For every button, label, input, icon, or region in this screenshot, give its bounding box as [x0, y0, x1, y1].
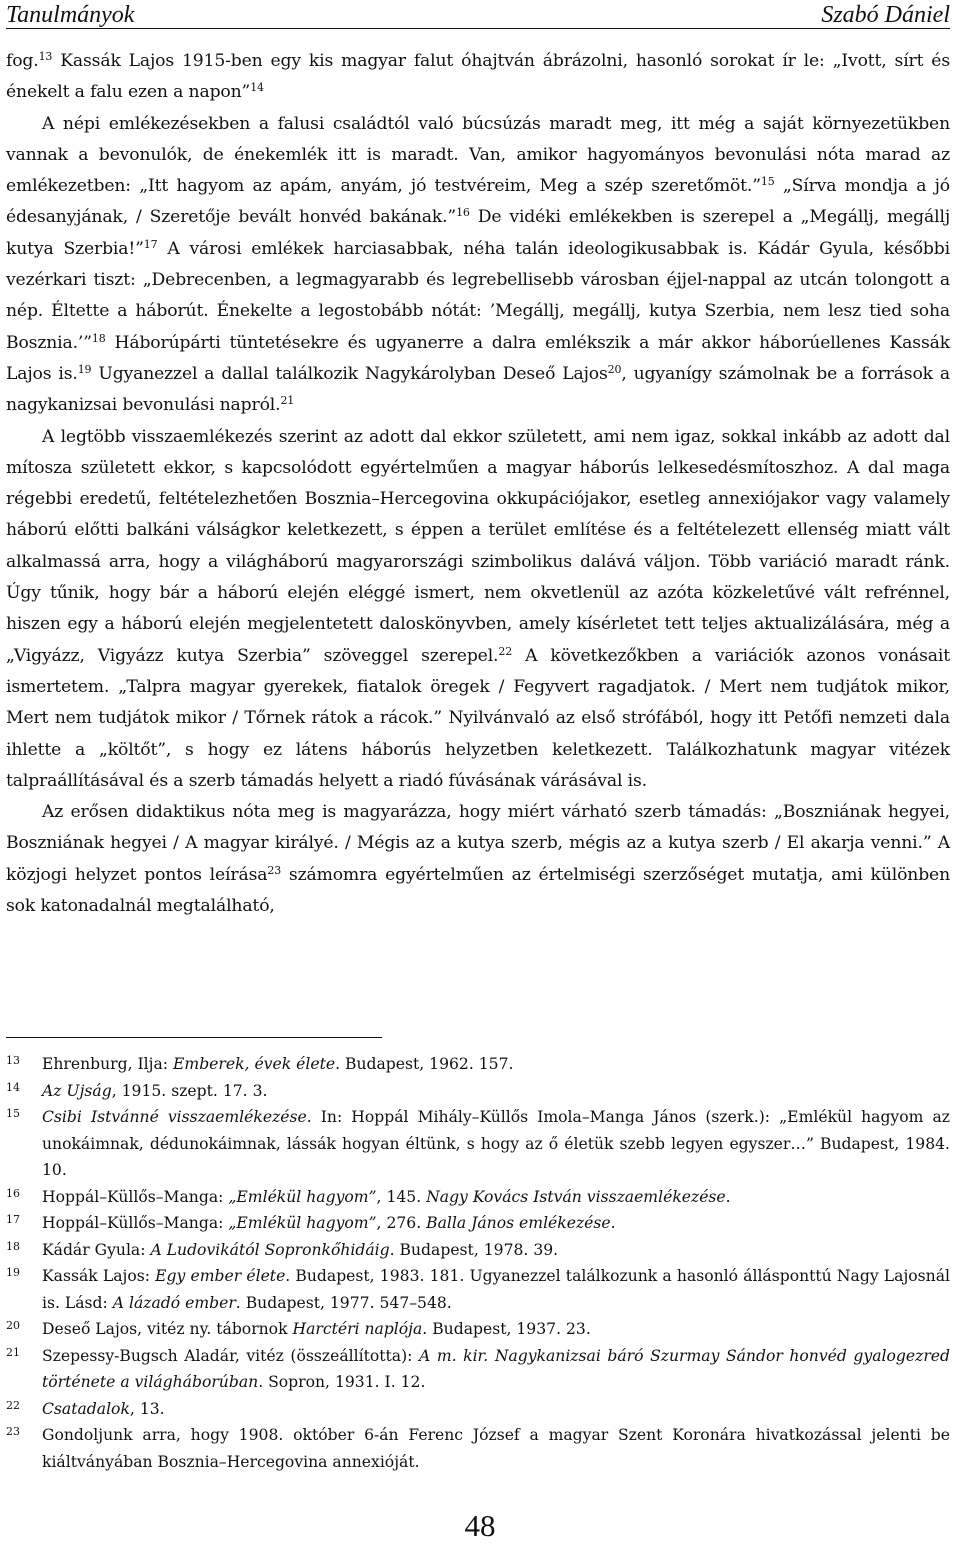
footnote [6, 1051, 950, 1078]
footnote-text: Az Ujság, 1915. szept. 17. 3. [42, 1081, 268, 1100]
footnote-number: 17 [6, 1213, 20, 1226]
paragraph: A legtöbb visszaemlékezés szerint az adott dal ekkor született, ami nem igaz, sokkal inkább az adott dal mítosza született ekkor, s kapcsolódott egyértelműen a magyar háborús lelkesedésmítoszhoz. A dal maga régebbi eredetű, feltételezhetően Bosznia–Hercegovina okkupációjakor, esetleg annexiójakor vagy valamely háború előtti balkáni válságkor keletkezett, s éppen a terület említése és a feltételezett ellenség miatt vált alkalmassá arra, hogy a világháború magyarországi szimbolikus dalává váljon. Több variáció maradt ránk. Úgy tűnik, hogy bár a háború elején eléggé ismert, nem okvetlenül az azóta közkeletűvé vált refrénnel, hiszen egy a háború elején megjelentetett daloskönyvben, amely kísérletet tett teljes aktualizálására, még a „Vigyázz, Vigyázz kutya Szerbia” szöveggel szerepel.$^{22}$ A következőkben a variációk azonos vonásait ismertetem. „Talpra magyar gyerekek, fiatalok öregek / Fegyvert ragadjatok. / Mert nem tudjátok mikor, Mert nem tudjátok mikor / Tőrnek rátok a rácok.” Nyilvánvaló az első strófából, hogy itt Petőfi nemzeti dala ihlette a „költőt”, s hogy ez látens háborús helyzetben keletkezett. Találkozhatunk magyar vitézek talpraállításával és a szerb támadás helyett a riadó fúvásának várásával is. [6, 426, 950, 791]
footnote-number: 23 [6, 1425, 20, 1438]
footnote-text: Gondoljunk arra, hogy 1908. október 6-án Ferenc József a magyar Szent Koronára hivatkozással jelenti be kiáltványában Bosznia–Hercegovina annexióját. [42, 1426, 950, 1471]
footnote-text: Kádár Gyula: A Ludovikától Sopronkőhidáig. Budapest, 1978. 39. [42, 1240, 559, 1259]
footnote-text: Ehrenburg, Ilja: Emberek, évek élete. Budapest, 1962. 157. [42, 1055, 514, 1073]
footnote [6, 1263, 950, 1316]
footnote [6, 1078, 950, 1105]
footnote-number: 22 [6, 1398, 20, 1412]
footnote-text: Kassák Lajos: Egy ember élete. Budapest, 1983. 181. Ugyanezzel találkozunk a hasonló állásponttú Nagy Lajosnál is. Lásd: A lázadó ember. Budapest, 1977. 547–548. [42, 1267, 950, 1312]
footnote-text: Hoppál–Küllős–Manga: „Emlékül hagyom”, 145. Nagy Kovács István visszaemlékezése. [42, 1187, 731, 1206]
footnote [6, 1343, 950, 1396]
footnote-separator [6, 1037, 382, 1038]
footnote [6, 1210, 950, 1237]
footnote-number: 16 [6, 1186, 20, 1200]
footnotes [6, 1051, 950, 1475]
footnote-number: 18 [6, 1239, 20, 1253]
footnote-text: Szepessy-Bugsch Aladár, vitéz (összeállította): A m. kir. Nagykanizsai báró Szurmay Sándor honvéd gyalogezred története a világháborúban. Sopron, 1931. I. 12. [42, 1346, 950, 1391]
running-header [6, 2, 950, 29]
section-label: Tanulmányok [6, 2, 135, 28]
footnote-text: Csibi Istvánné visszaemlékezése. In: Hoppál Mihály–Küllős Imola–Manga János (szerk.): „Emlékül hagyom az unokáimnak, dédunokáimnak, lássák hogyan éltünk, s hogy az ő életük szebb legyen egyszer…” Budapest, 1984. 10. [42, 1108, 950, 1179]
author-name: Szabó Dániel [821, 2, 950, 28]
footnote-text: Deseő Lajos, vitéz ny. tábornok Harctéri naplója. Budapest, 1937. 23. [42, 1320, 591, 1338]
footnote-number: 15 [6, 1107, 20, 1120]
footnote [6, 1316, 950, 1343]
footnote-number: 19 [6, 1266, 20, 1279]
footnote-number: 14 [6, 1080, 20, 1094]
footnote-number: 20 [6, 1319, 20, 1332]
page-number: 48 [464, 1508, 496, 1543]
footnote-text: Hoppál–Küllős–Manga: „Emlékül hagyom”, 276. Balla János emlékezése. [42, 1214, 616, 1232]
footnote-text: Csatadalok, 13. [42, 1399, 165, 1418]
paragraph: Az erősen didaktikus nóta meg is magyarázza, hogy miért várható szerb támadás: „Boszniának hegyei, Boszniának hegyei / A magyar királyé. / Mégis az a kutya szerb, mégis az a kutya szerb / El akarja venni.” A közjogi helyzet pontos leírása$^{23}$ számomra egyértelműen az értelmiségi szerzőséget mutatja, ami különben sok katonadalnál megtalálható, [6, 802, 950, 917]
paragraph: A népi emlékezésekben a falusi családtól való búcsúzás maradt meg, itt még a saját környezetükben vannak a bevonulók, de énekemlék itt is maradt. Van, amikor hagyományos bevonulási nóta marad az emlékezetben: „Itt hagyom az apám, anyám, jó testvéreim, Meg a szép szeretőmöt.”$^{15}$ „Sírva mondja a jó édesanyjának, / Szeretője bevált honvéd bakának.”$^{16}$ De vidéki emlékekben is szerepel a „Megállj, megállj kutya Szerbia!”$^{17}$ A városi emlékek harciasabbak, néha talán ideologikusabbak is. Kádár Gyula, későbbi vezérkari tiszt: „Debrecenben, a legmagyarabb és legrebellisebb városban éjjel-nappal az utcán tolongott a nép. Éltette a háborút. Énekelte a legostobább nótát: ’Megállj, megállj, kutya Szerbia, nem lesz tied soha Bosznia.’”$^{18}$ Háborúpárti tüntetésekre és ugyanerre a dalra emlékszik a már akkor háborúellenes Kassák Lajos is.$^{19}$ Ugyanezzel a dallal találkozik Nagykárolyban Deseő Lajos$^{20}$, ugyanígy számolnak be a források a nagykanizsai bevonulási napról.$^{21}$ [6, 113, 950, 416]
footnote [6, 1104, 950, 1184]
paragraph: fog.$^{13}$ Kassák Lajos 1915-ben egy kis magyar falut óhajtván ábrázolni, hasonló sorokat ír le: „Ivott, sírt és énekelt a falu ezen a napon”$^{14}$ [6, 50, 950, 103]
footnote-number: 21 [6, 1345, 20, 1359]
footnote [6, 1422, 950, 1475]
footnote [6, 1184, 950, 1211]
body-text [6, 46, 950, 922]
footnote [6, 1237, 950, 1264]
footnote-number: 13 [6, 1054, 20, 1067]
footnote [6, 1396, 950, 1423]
